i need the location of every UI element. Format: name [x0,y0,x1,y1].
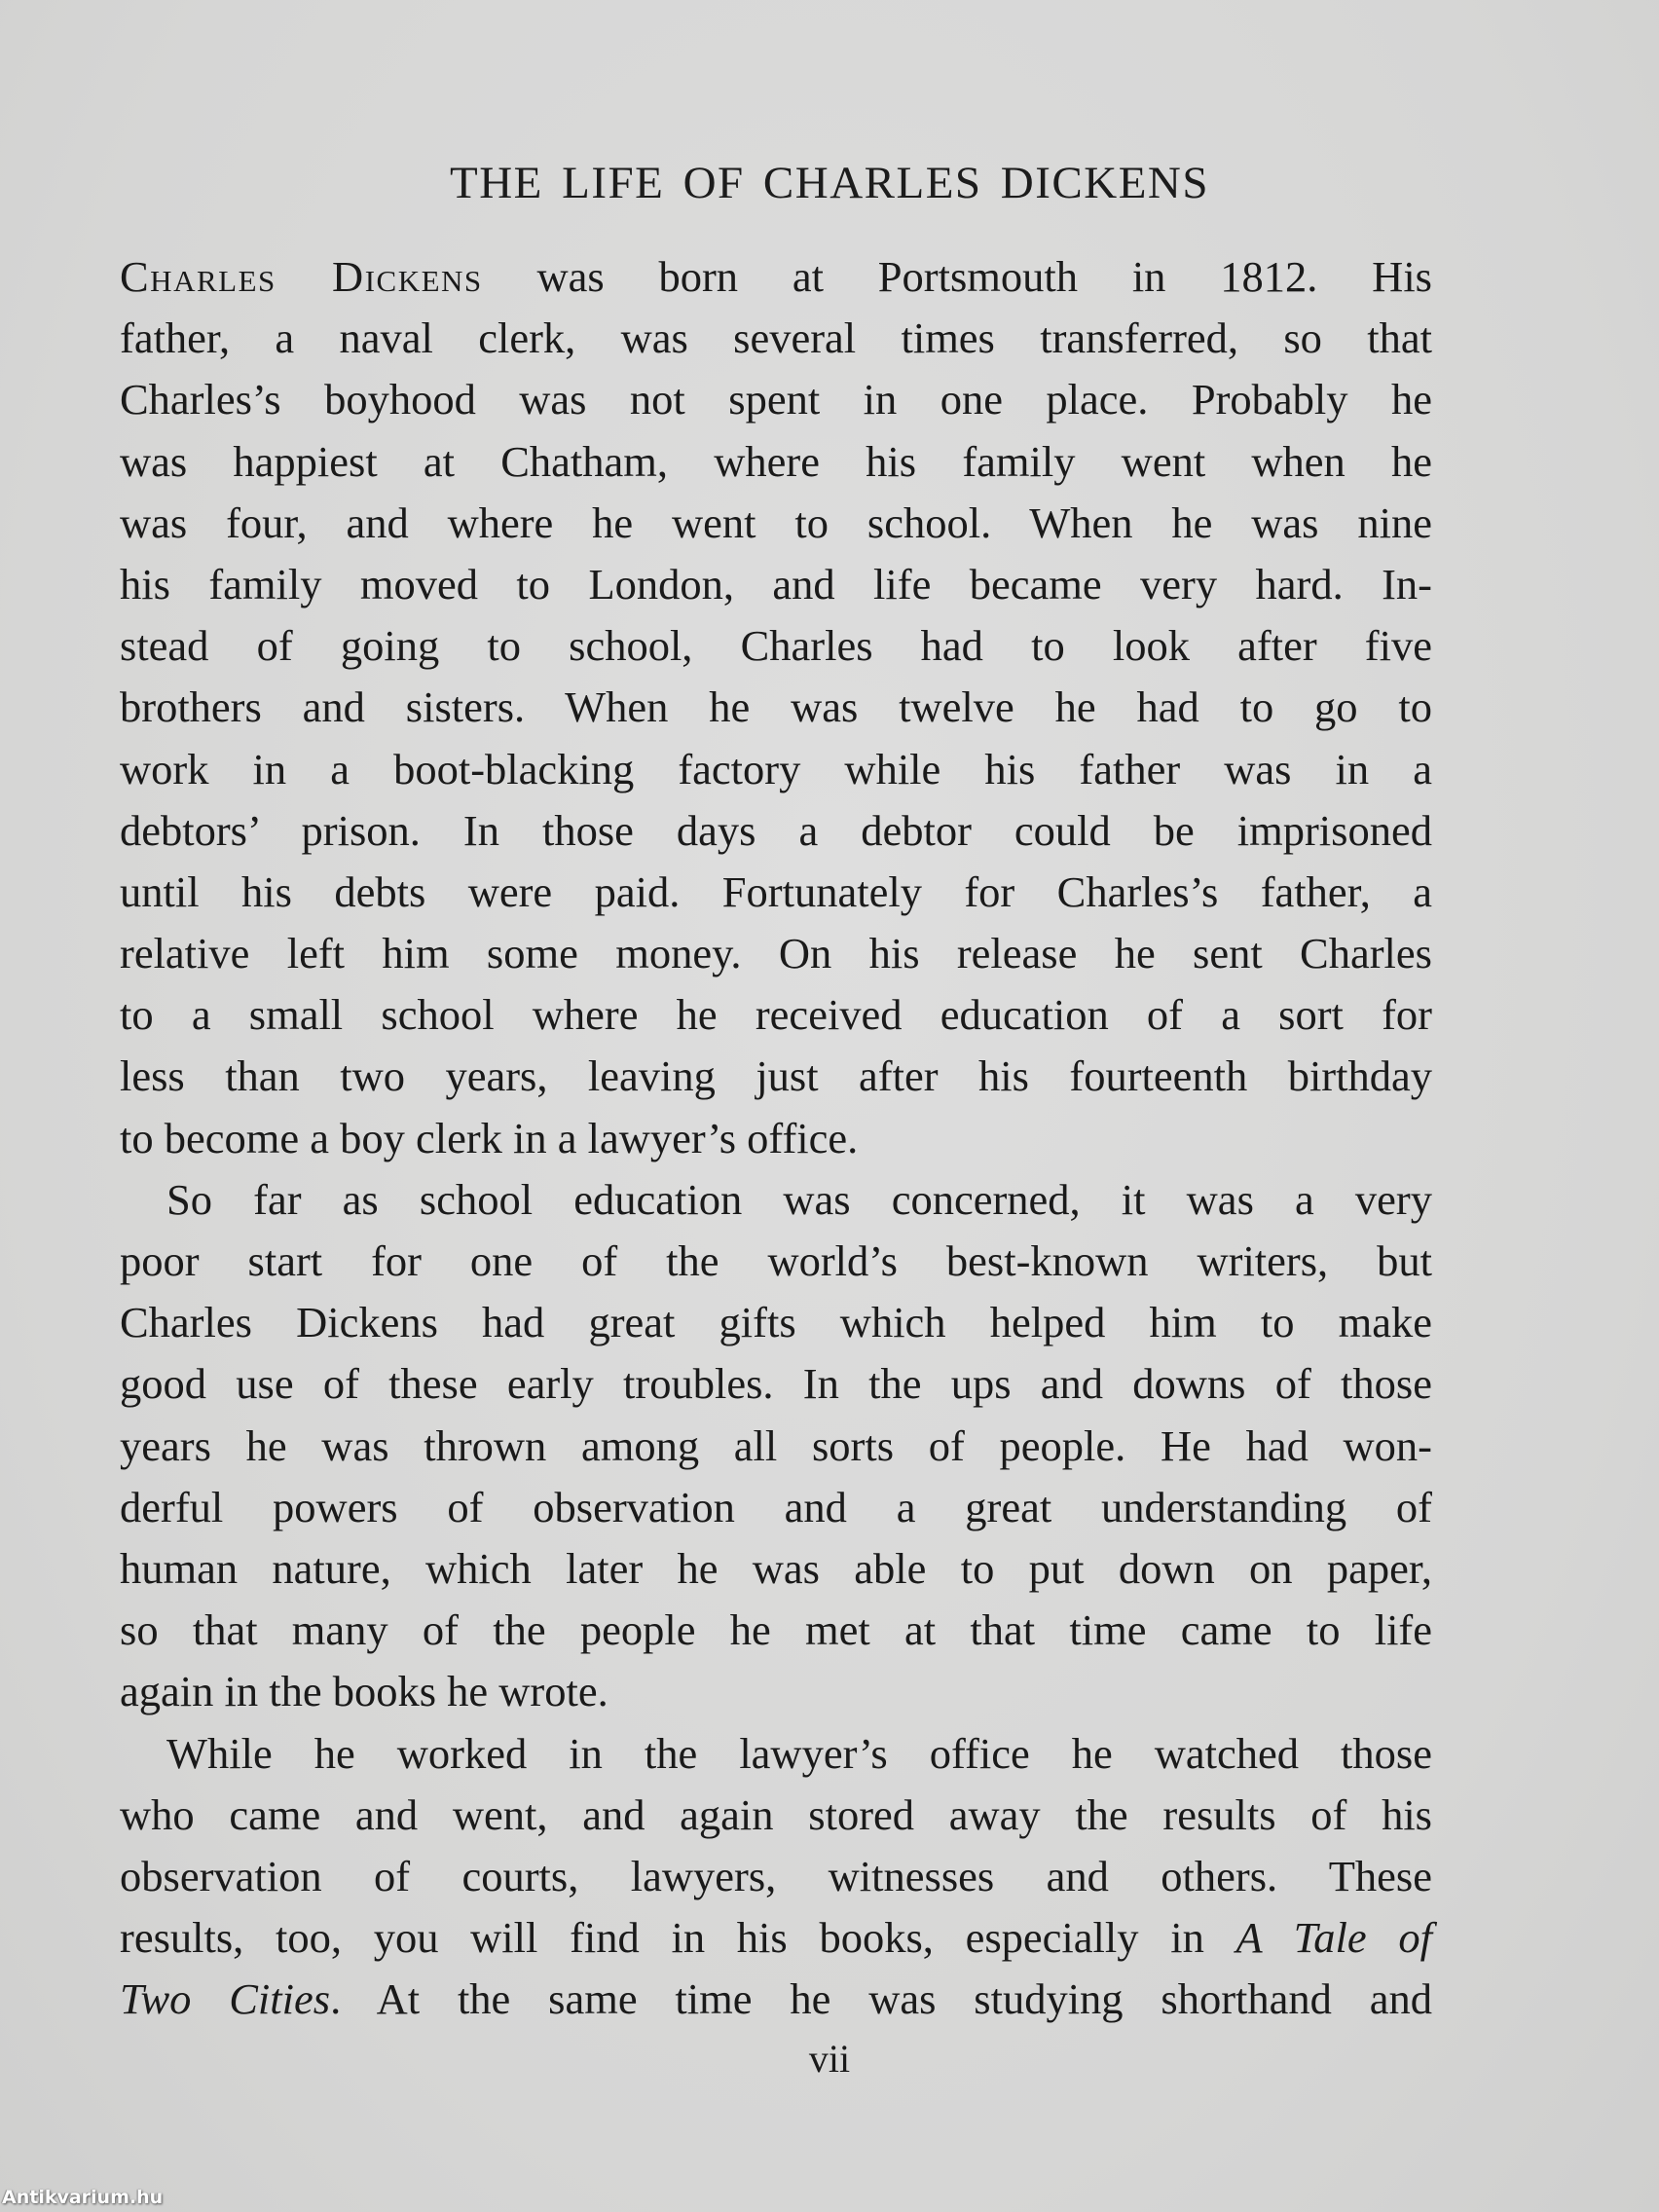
text-line [120,1416,1432,1477]
text-line [120,800,1432,862]
paragraph [120,1169,1432,1723]
text-line [120,1969,1432,2030]
paragraph [120,1723,1432,2031]
text-line [120,1231,1432,1292]
text-line [120,1907,1432,1969]
text-segment: human nature, which later he was able to put down on paper, [120,1543,1432,1593]
text-line [120,1353,1432,1415]
text-segment: brothers and sisters. When he was twelve he had to go to [120,682,1432,732]
text-segment: was four, and where he went to school. When he was nine [120,498,1432,547]
watermark-logo: Antikvarium.hu [2,2187,164,2208]
text-segment: until his debts were paid. Fortunately for Charles’s father, a [120,866,1432,916]
italic-title-text: A Tale of [1235,1913,1432,1963]
italic-title-text: Two Cities [120,1974,331,2024]
text-segment: less than two years, leaving just after his fourteenth birthday [120,1051,1432,1101]
text-segment: While he worked in the lawyer’s office he watched those [166,1728,1432,1778]
text-line [120,1046,1432,1107]
text-segment: to become a boy clerk in a lawyer’s office. [120,1113,859,1162]
text-segment: So far as school education was concerned, it was a very [166,1174,1432,1224]
text-segment: relative left him some money. On his release he sent Charles [120,929,1432,978]
text-segment: Charles’s boyhood was not spent in one place. Probably he [120,375,1432,424]
text-segment: Charles Dickens had great gifts which helped him to make [120,1298,1432,1347]
text-line [120,554,1432,615]
text-segment: who came and went, and again stored away the results of his [120,1789,1432,1839]
text-line [120,1600,1432,1661]
text-segment: father, a naval clerk, was several times transferred, so that [120,313,1432,363]
text-line [120,246,1432,308]
text-segment: good use of these early troubles. In the ups and downs of those [120,1359,1432,1409]
chapter-title: THE LIFE OF CHARLES DICKENS [450,158,1209,208]
text-line [120,1169,1432,1231]
text-segment: results, too, you will find in his books, especially in [120,1913,1236,1963]
text-segment: was happiest at Chatham, where his family went when he [120,436,1432,486]
text-line [120,1785,1432,1846]
text-line [120,1538,1432,1600]
text-line [120,677,1432,738]
text-segment: observation of courts, lawyers, witnesses and others. These [120,1851,1432,1900]
text-line [120,984,1432,1046]
text-segment: . At the same time he was studying shorthand and [330,1974,1432,2024]
text-line [120,1723,1432,1785]
page-number: vii [808,2037,851,2081]
text-segment: work in a boot-blacking factory while his father was in a [120,744,1432,793]
text-line [120,615,1432,677]
text-segment: poor start for one of the world’s best-known writers, but [120,1236,1432,1285]
small-caps-text: Charles Dickens [120,252,483,301]
paragraph [120,246,1432,1169]
text-segment: derful powers of observation and a great understanding of [120,1482,1432,1531]
text-line [120,1661,1432,1722]
text-segment: was born at Portsmouth in 1812. His [482,252,1433,301]
text-line [120,1846,1432,1907]
text-line [120,923,1432,984]
text-line [120,1477,1432,1538]
text-segment: to a small school where he received education of a sort for [120,990,1432,1040]
text-segment: again in the books he wrote. [120,1667,608,1716]
text-line [120,1292,1432,1353]
text-segment: debtors’ prison. In those days a debtor could be imprisoned [120,805,1432,855]
text-line [120,308,1432,369]
text-segment: so that many of the people he met at that time came to life [120,1605,1432,1655]
text-line [120,493,1432,554]
text-segment: stead of going to school, Charles had to look after five [120,621,1432,671]
text-line [120,862,1432,923]
text-segment: his family moved to London, and life became very hard. In- [120,559,1432,608]
text-segment: years he was thrown among all sorts of people. He had won- [120,1420,1432,1470]
text-line [120,431,1432,493]
text-line [120,369,1432,430]
body-text [120,246,1432,2030]
text-line [120,739,1432,800]
text-line [120,1108,1432,1169]
